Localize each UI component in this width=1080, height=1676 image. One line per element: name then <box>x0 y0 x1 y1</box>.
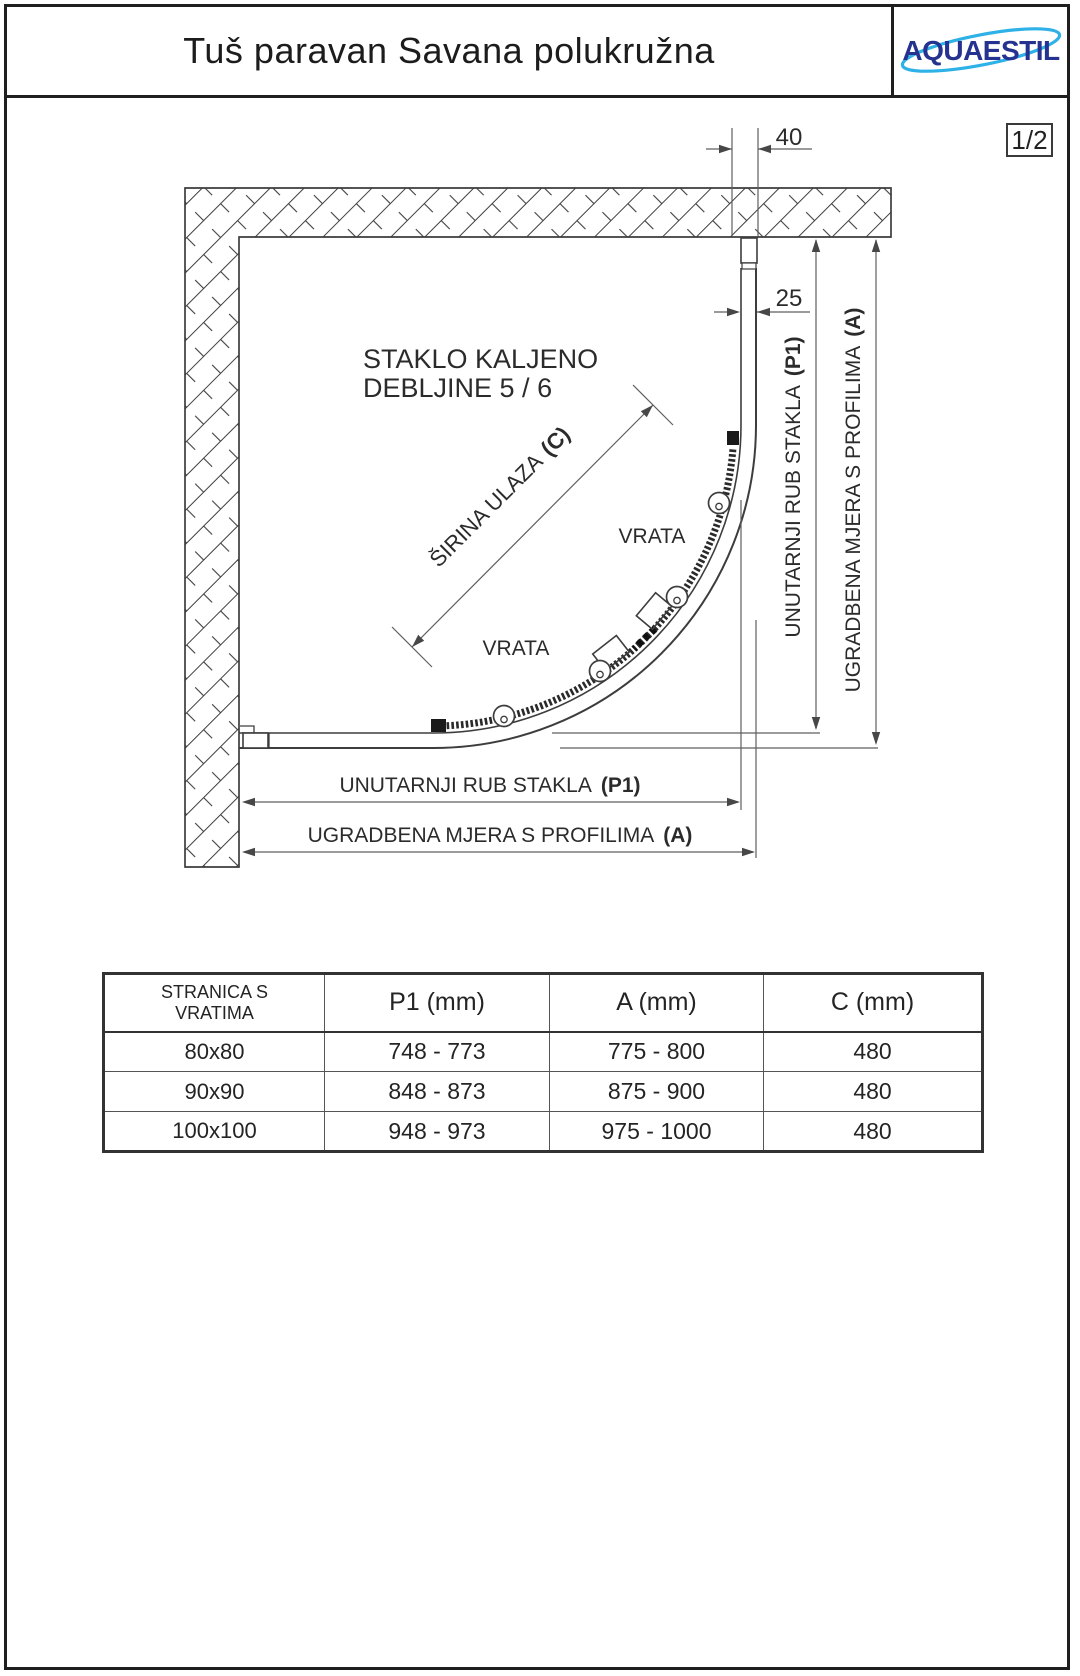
header-c: C (mm) <box>764 974 983 1032</box>
cell-size: 80x80 <box>104 1032 325 1072</box>
table-row <box>104 1032 983 1072</box>
label-text: UNUTARNJI RUB STAKLA <box>339 774 592 797</box>
header-p1: P1 (mm) <box>325 974 550 1032</box>
dimension-25 <box>714 285 810 316</box>
label-code: (P1) <box>782 336 805 377</box>
glass-note <box>363 344 598 403</box>
dimension-p1-vertical <box>552 239 820 810</box>
cell-a: 875 - 900 <box>550 1072 764 1112</box>
label-code: (A) <box>663 824 693 847</box>
table-header-row <box>104 974 983 1032</box>
dimension-table <box>102 972 984 1153</box>
header-a: A (mm) <box>550 974 764 1032</box>
logo-text: AQUAESTIL <box>901 35 1060 66</box>
header-size-line1: STRANICA S <box>160 981 269 1002</box>
door-label-lower: VRATA <box>482 637 550 660</box>
cell-a: 775 - 800 <box>550 1032 764 1072</box>
label-install-dimension-horizontal <box>308 824 693 847</box>
door-rollers <box>494 493 730 727</box>
table-row <box>104 1072 983 1112</box>
dimension-a-vertical <box>560 239 880 858</box>
label-text: UNUTARNJI RUB STAKLA <box>782 385 805 638</box>
cell-c: 480 <box>764 1032 983 1072</box>
door-stop-top <box>727 431 739 445</box>
dimension-a-horizontal <box>242 824 755 856</box>
page-number-text: 1/2 <box>1011 124 1048 155</box>
header-size-line2: VRATIMA <box>175 1002 254 1023</box>
door-handles <box>593 593 672 671</box>
dim-25-value: 25 <box>775 285 803 312</box>
cell-size: 100x100 <box>104 1112 325 1152</box>
cell-c: 480 <box>764 1112 983 1152</box>
label-entry-width <box>424 421 574 571</box>
door-label-upper: VRATA <box>618 525 686 548</box>
door-stop-bottom <box>431 719 446 732</box>
glass-note-line1: STAKLO KALJENO <box>363 344 599 374</box>
cell-size: 90x90 <box>104 1072 325 1112</box>
table-row <box>104 1112 983 1152</box>
glass-note-line2: DEBLJINE 5 / 6 <box>363 373 553 403</box>
cell-p1: 948 - 973 <box>325 1112 550 1152</box>
cell-c: 480 <box>764 1072 983 1112</box>
label-install-dimension-vertical <box>842 308 865 693</box>
label-code: (P1) <box>600 774 641 797</box>
dim-40-value: 40 <box>775 124 803 151</box>
cell-p1: 748 - 773 <box>325 1032 550 1072</box>
label-text: UGRADBENA MJERA S PROFILIMA <box>842 345 865 693</box>
label-inner-glass-edge-vertical <box>782 336 805 637</box>
cell-p1: 848 - 873 <box>325 1072 550 1112</box>
label-code: (C) <box>535 421 575 461</box>
header-size <box>104 974 325 1032</box>
cell-a: 975 - 1000 <box>550 1112 764 1152</box>
label-inner-glass-edge-horizontal <box>339 774 640 797</box>
label-code: (A) <box>842 307 865 337</box>
page-title: Tuš paravan Savana polukružna <box>183 30 715 71</box>
label-text: ŠIRINA ULAZA <box>424 448 548 572</box>
dimension-p1-horizontal <box>242 774 740 806</box>
label-text: UGRADBENA MJERA S PROFILIMA <box>307 824 655 847</box>
